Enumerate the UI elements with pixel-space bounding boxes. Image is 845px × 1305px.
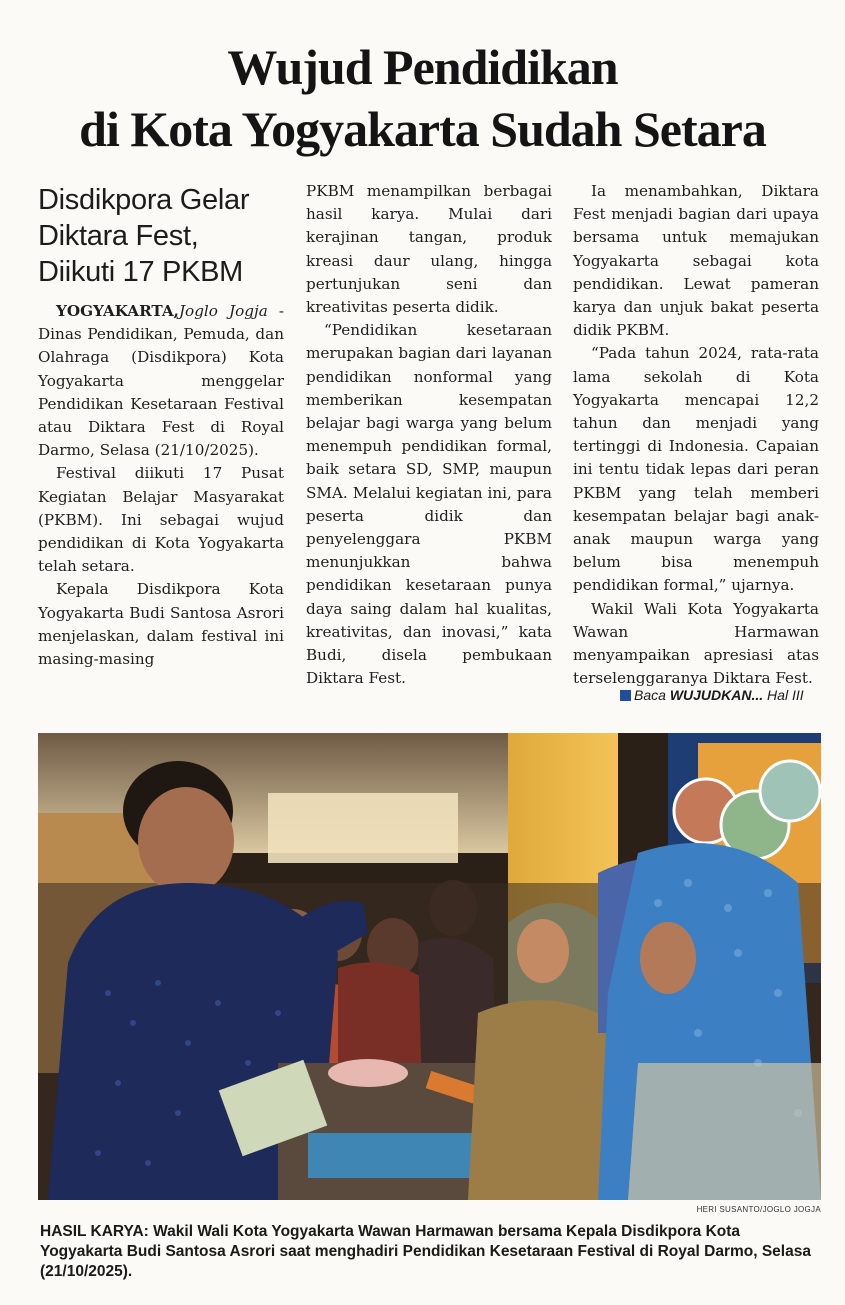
jump-target: WUJUDKAN... [669, 687, 764, 703]
quote-paragraph: “Pendidikan kesetaraan merupakan bagian dari layanan pendidikan nonformal yang memberikan kesempatan belajar bagi warga yang belum menempuh pendidikan formal, baik setara SD, SMP, maupun SMA. Melalui kegiatan ini, para peserta didik dan penyelenggara PKBM menunjukkan bahwa pendidikan kesetaraan punya daya saing dalam hal kualitas, kreativitas, dan inovasi,” kata Budi, disela pembukaan Diktara Fest. [306, 321, 552, 688]
news-photo [38, 733, 821, 1200]
source-credit: Joglo Jogja [178, 302, 268, 320]
subheadline-line-1: Disdikpora Gelar [38, 184, 250, 216]
paragraph: Ia menambahkan, Diktara Fest menjadi bagian dari upaya bersama untuk memajukan Yogyakarta sebagai kota pendidikan. Lewat pameran karya dan unjuk bakat peserta didik PKBM. [573, 182, 819, 340]
continued-on-link[interactable] [620, 687, 820, 703]
paragraph: PKBM menampilkan berbagai hasil karya. Mulai dari kerajinan tangan, produk kreasi daur ulang, hingga pertunjukan seni dan kreativitas peserta didik. [306, 182, 552, 317]
headline-line-1: Wujud Pendidikan [227, 39, 618, 95]
caption-lead: HASIL KARYA: [40, 1223, 149, 1240]
subheadline-line-2: Diktara Fest, [38, 220, 199, 252]
photo-credit: HERI SUSANTO/JOGLO JOGJA [696, 1205, 821, 1214]
jump-page: Hal III [767, 687, 804, 703]
paragraph: Kepala Disdikpora Kota Yogyakarta Budi Santosa Asrori menjelaskan, dalam festival ini masing-masing [38, 580, 284, 669]
lead-paragraph [38, 300, 284, 462]
subheadline [38, 182, 284, 290]
jump-prefix: Baca [634, 687, 666, 703]
headline-line-2: di Kota Yogyakarta Sudah Setara [79, 101, 766, 157]
jump-marker-icon [620, 690, 631, 701]
dateline: YOGYAKARTA, [56, 302, 179, 320]
subheadline-line-3: Diikuti 17 PKBM [38, 256, 244, 288]
paragraph: Festival diikuti 17 Pusat Kegiatan Belajar Masyarakat (PKBM). Ini sebagai wujud pendidikan di Kota Yogyakarta telah setara. [38, 464, 284, 576]
article-column-3 [573, 180, 819, 690]
article-column-1 [38, 180, 284, 671]
photo-illustration [38, 733, 821, 1200]
article-column-2 [306, 180, 552, 690]
caption-text: Wakil Wali Kota Yogyakarta Wawan Harmawan bersama Kepala Disdikpora Kota Yogyakarta Budi Santosa Asrori saat menghadiri Pendidikan Kesetaraan Festival di Royal Darmo, Selasa (21/10/2025). [40, 1223, 811, 1280]
photo-caption [40, 1222, 825, 1282]
lead-text: - Dinas Pendidikan, Pemuda, dan Olahraga (Disdikpora) Kota Yogyakarta menggelar Pendidikan Kesetaraan Festival atau Diktara Fest di Royal Darmo, Selasa (21/10/2025). [38, 302, 284, 460]
quote-paragraph: “Pada tahun 2024, rata-rata lama sekolah di Kota Yogyakarta mencapai 12,2 tahun dan menjadi yang tertinggi di Indonesia. Capaian ini tentu tidak lepas dari peran PKBM yang telah memberi kesempatan belajar bagi anak-anak maupun warga yang belum bisa menempuh pendidikan formal,” ujarnya. [573, 344, 819, 595]
paragraph: Wakil Wali Kota Yogyakarta Wawan Harmawan menyampaikan apresiasi atas terselenggaranya Diktara Fest. [573, 599, 819, 688]
